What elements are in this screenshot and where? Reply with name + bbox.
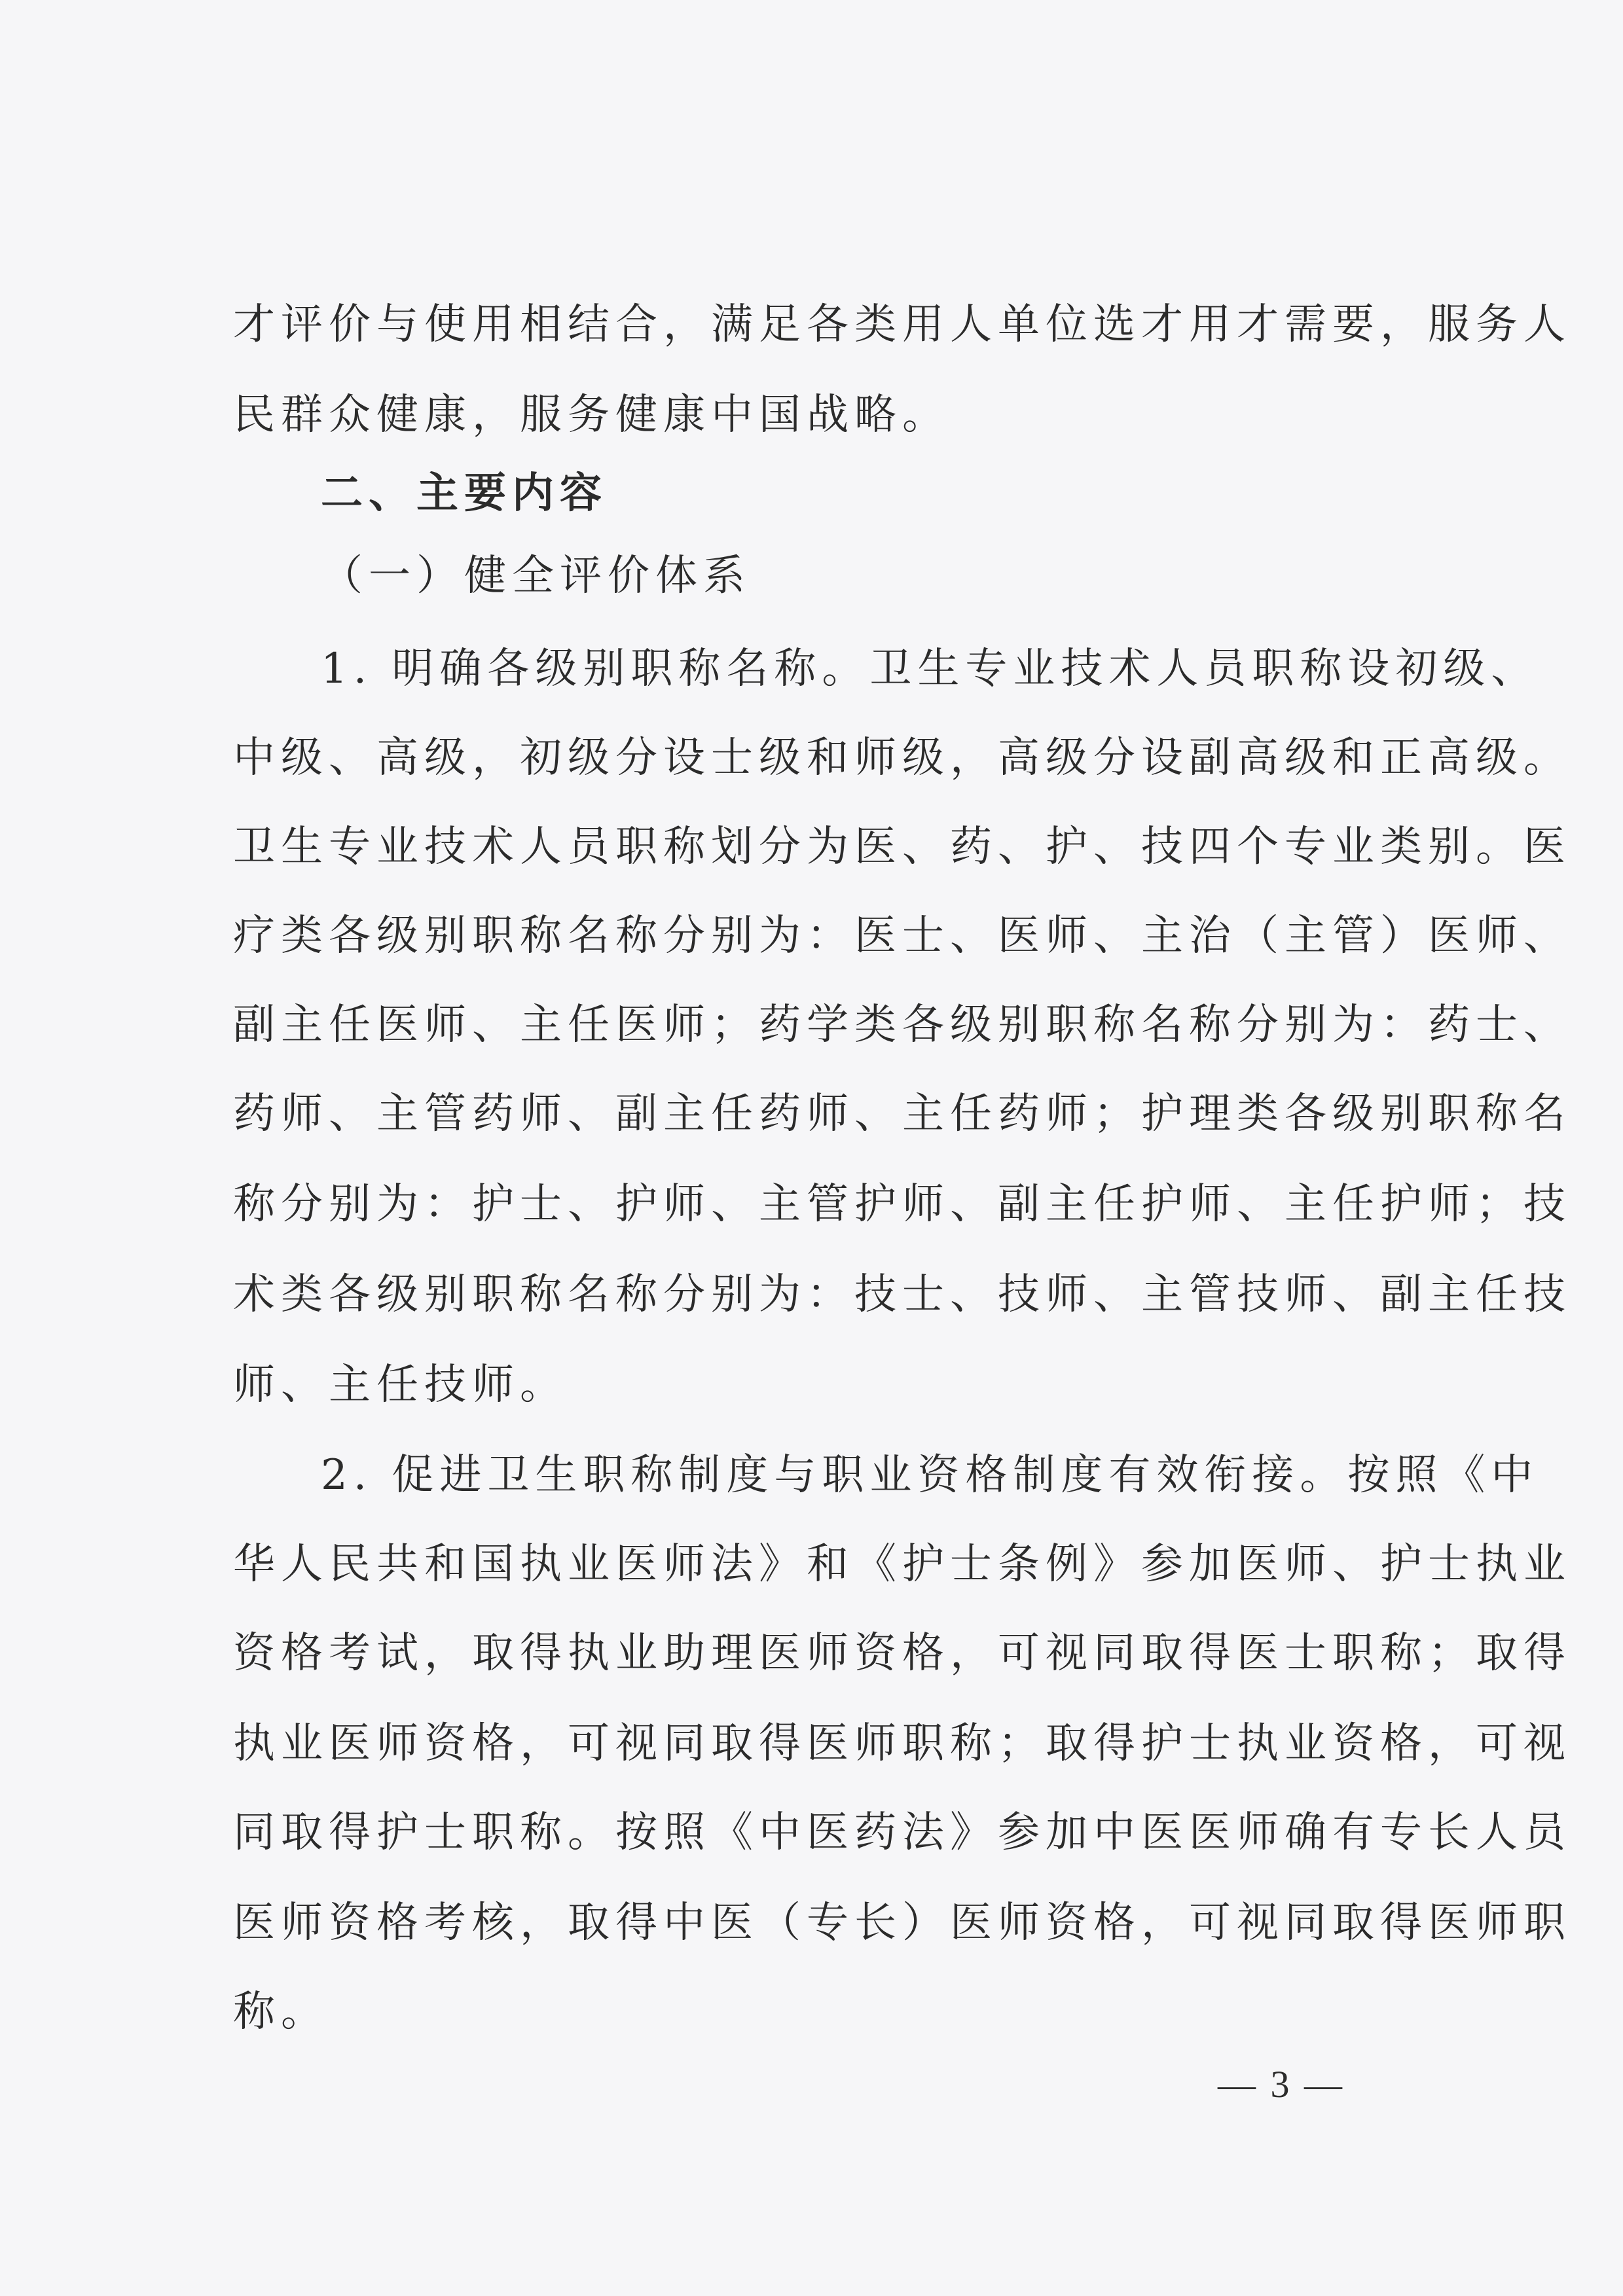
paragraph-line: 师、主任技师。 bbox=[233, 1361, 568, 1409]
paragraph-line: 1. 明确各级别职称名称。卫生专业技术人员职称设初级、 bbox=[321, 645, 1539, 693]
paragraph-line: 副主任医师、主任医师；药学类各级别职称名称分别为：药士、 bbox=[233, 1001, 1571, 1049]
paragraph-line: 同取得护士职称。按照《中医药法》参加中医医师确有专长人员 bbox=[233, 1808, 1571, 1857]
paragraph-line: 民群众健康，服务健康中国战略。 bbox=[233, 391, 950, 439]
paragraph-line: 中级、高级，初级分设士级和师级，高级分设副高级和正高级。 bbox=[233, 734, 1571, 782]
paragraph-line: 医师资格考核，取得中医（专长）医师资格，可视同取得医师职 bbox=[233, 1899, 1571, 1947]
section-heading: 二、主要内容 bbox=[321, 469, 608, 518]
paragraph-line: 药师、主管药师、副主任药师、主任药师；护理类各级别职称名 bbox=[233, 1090, 1571, 1138]
paragraph-line: 卫生专业技术人员职称划分为医、药、护、技四个专业类别。医 bbox=[233, 823, 1571, 871]
paragraph-line: 才评价与使用相结合，满足各类用人单位选才用才需要，服务人 bbox=[233, 300, 1571, 349]
paragraph-line: 称。 bbox=[233, 1988, 329, 2036]
paragraph-line: 资格考试，取得执业助理医师资格，可视同取得医士职称；取得 bbox=[233, 1629, 1571, 1677]
paragraph-line: 2. 促进卫生职称制度与职业资格制度有效衔接。按照《中 bbox=[321, 1451, 1539, 1499]
paragraph-line: 术类各级别职称名称分别为：技士、技师、主管技师、副主任技 bbox=[233, 1270, 1571, 1319]
page-number: — 3 — bbox=[1218, 2063, 1345, 2106]
paragraph-line: 执业医师资格，可视同取得医师职称；取得护士执业资格，可视 bbox=[233, 1719, 1571, 1768]
paragraph-line: 称分别为：护士、护师、主管护师、副主任护师、主任护师；技 bbox=[233, 1180, 1571, 1229]
subsection-heading: （一）健全评价体系 bbox=[321, 552, 751, 600]
paragraph-line: 疗类各级别职称名称分别为：医士、医师、主治（主管）医师、 bbox=[233, 912, 1571, 960]
paragraph-line: 华人民共和国执业医师法》和《护士条例》参加医师、护士执业 bbox=[233, 1540, 1571, 1588]
